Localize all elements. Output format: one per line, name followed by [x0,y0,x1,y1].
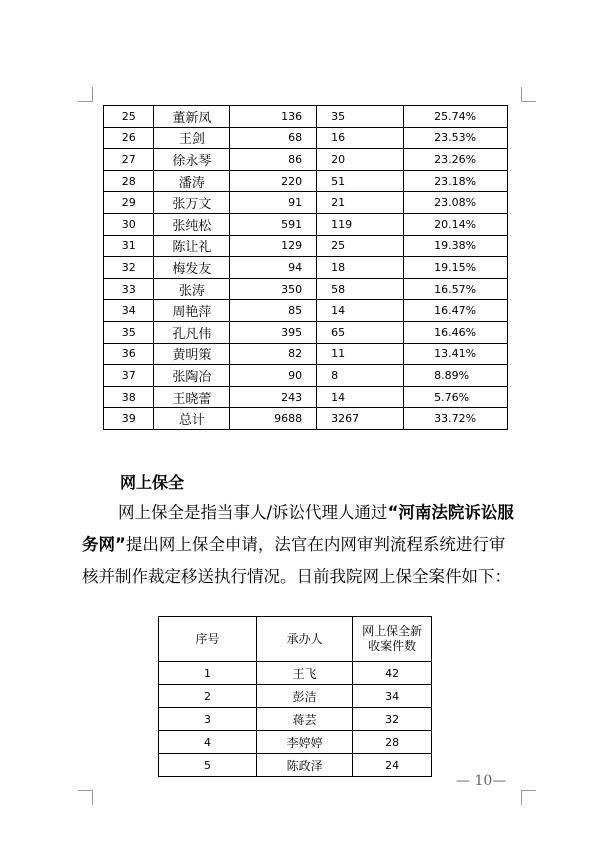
count-cell: 51 [317,170,404,192]
table-row [104,386,508,408]
ratio-cell: 8.89% [404,365,508,387]
crop-mark-top-left [78,87,93,102]
total-cases-cell: 91 [230,192,317,214]
count-cell: 35 [317,106,404,128]
total-cases-cell: 86 [230,149,317,171]
index-cell: 3 [159,708,257,731]
page-number: — 10— [456,773,507,789]
name-cell: 董新凤 [154,106,230,128]
table-row [104,127,508,149]
name-cell: 陈让礼 [154,235,230,257]
table-row [159,731,432,754]
table-row [104,149,508,171]
ratio-cell: 23.26% [404,149,508,171]
name-cell: 王剑 [154,127,230,149]
row-index-cell: 29 [104,192,154,214]
ratio-cell: 20.14% [404,213,508,235]
total-cases-cell: 85 [230,300,317,322]
row-index-cell: 33 [104,278,154,300]
index-cell: 4 [159,731,257,754]
paragraph-bold-text: “河南法院诉讼服 [387,503,514,522]
body-paragraph [82,497,532,593]
ratio-cell: 25.74% [404,106,508,128]
row-index-cell: 36 [104,343,154,365]
handler-cell: 李婷婷 [257,731,353,754]
name-cell: 张万文 [154,192,230,214]
table-row [104,300,508,322]
row-index-cell: 31 [104,235,154,257]
table-row [104,343,508,365]
ratio-cell: 23.18% [404,170,508,192]
handler-cell: 彭洁 [257,685,353,708]
header-cell-handler: 承办人 [257,617,353,662]
ratio-cell: 19.38% [404,235,508,257]
paragraph-line-2 [82,529,532,561]
section-heading: 网上保全 [120,473,185,492]
ratio-cell: 19.15% [404,257,508,279]
ratio-cell: 5.76% [404,386,508,408]
count-cell: 18 [317,257,404,279]
table-row [104,408,508,430]
total-cases-cell: 591 [230,213,317,235]
total-cases-cell: 94 [230,257,317,279]
row-index-cell: 28 [104,170,154,192]
count-cell: 25 [317,235,404,257]
count-cell: 8 [317,365,404,387]
handler-cell: 陈政泽 [257,754,353,777]
paragraph-line-3: 核并制作裁定移送执行情况。日前我院网上保全案件如下： [82,567,511,586]
ratio-cell: 13.41% [404,343,508,365]
ratio-cell: 33.72% [404,408,508,430]
count-cell: 11 [317,343,404,365]
count-cell: 65 [317,321,404,343]
total-cases-cell: 82 [230,343,317,365]
header-cell-index: 序号 [159,617,257,662]
crop-mark-bottom-right [521,790,536,805]
table-row [104,257,508,279]
table-row [159,708,432,731]
ratio-cell: 16.46% [404,321,508,343]
count-cell: 21 [317,192,404,214]
count-cell: 3267 [317,408,404,430]
case-count-cell: 32 [353,708,432,731]
case-count-cell: 42 [353,662,432,685]
table-row [159,662,432,685]
name-cell: 总计 [154,408,230,430]
total-cases-cell: 136 [230,106,317,128]
header-cell-case-count [353,617,432,662]
count-cell: 58 [317,278,404,300]
row-index-cell: 34 [104,300,154,322]
total-cases-cell: 9688 [230,408,317,430]
row-index-cell: 30 [104,213,154,235]
name-cell: 孔凡伟 [154,321,230,343]
row-index-cell: 32 [104,257,154,279]
table-row [104,365,508,387]
name-cell: 周艳萍 [154,300,230,322]
row-index-cell: 37 [104,365,154,387]
total-cases-cell: 129 [230,235,317,257]
online-preservation-table [158,616,432,777]
index-cell: 5 [159,754,257,777]
paragraph-line-1 [82,497,532,529]
count-cell: 20 [317,149,404,171]
handler-cell: 蒋芸 [257,708,353,731]
case-count-cell: 28 [353,731,432,754]
row-index-cell: 39 [104,408,154,430]
paragraph-text: 提出网上保全申请，法官在内网审判流程系统进行审 [125,535,506,554]
table-row [104,106,508,128]
table-row [104,321,508,343]
row-index-cell: 35 [104,321,154,343]
index-cell: 1 [159,662,257,685]
table-row [159,685,432,708]
crop-mark-bottom-left [78,790,93,805]
ratio-table-body [104,106,508,430]
header-cell-case-count-text: 网上保全新收案件数 [362,624,423,653]
name-cell: 张纯松 [154,213,230,235]
name-cell: 梅发友 [154,257,230,279]
case-count-cell: 24 [353,754,432,777]
ratio-cell: 16.57% [404,278,508,300]
case-count-cell: 34 [353,685,432,708]
paragraph-bold-text: 务网” [82,535,126,554]
ratio-cell: 16.47% [404,300,508,322]
table-row [159,754,432,777]
total-cases-cell: 243 [230,386,317,408]
table-row [104,192,508,214]
table-header-row [159,617,432,662]
ratio-cell: 23.08% [404,192,508,214]
total-cases-cell: 90 [230,365,317,387]
name-cell: 王晓蕾 [154,386,230,408]
count-cell: 16 [317,127,404,149]
count-cell: 14 [317,300,404,322]
index-cell: 2 [159,685,257,708]
ratio-table [103,105,508,430]
count-cell: 14 [317,386,404,408]
name-cell: 张陶冶 [154,365,230,387]
handler-cell: 王飞 [257,662,353,685]
ratio-cell: 23.53% [404,127,508,149]
name-cell: 张涛 [154,278,230,300]
paragraph-text: 网上保全是指当事人/诉讼代理人通过 [118,503,388,522]
total-cases-cell: 68 [230,127,317,149]
crop-mark-top-right [521,87,536,102]
table-row [104,213,508,235]
table-row [104,278,508,300]
name-cell: 黄明策 [154,343,230,365]
table-row [104,170,508,192]
online-preservation-table-body [159,662,432,777]
row-index-cell: 27 [104,149,154,171]
name-cell: 徐永琴 [154,149,230,171]
row-index-cell: 26 [104,127,154,149]
total-cases-cell: 350 [230,278,317,300]
total-cases-cell: 220 [230,170,317,192]
total-cases-cell: 395 [230,321,317,343]
table-row [104,235,508,257]
row-index-cell: 25 [104,106,154,128]
count-cell: 119 [317,213,404,235]
row-index-cell: 38 [104,386,154,408]
name-cell: 潘涛 [154,170,230,192]
